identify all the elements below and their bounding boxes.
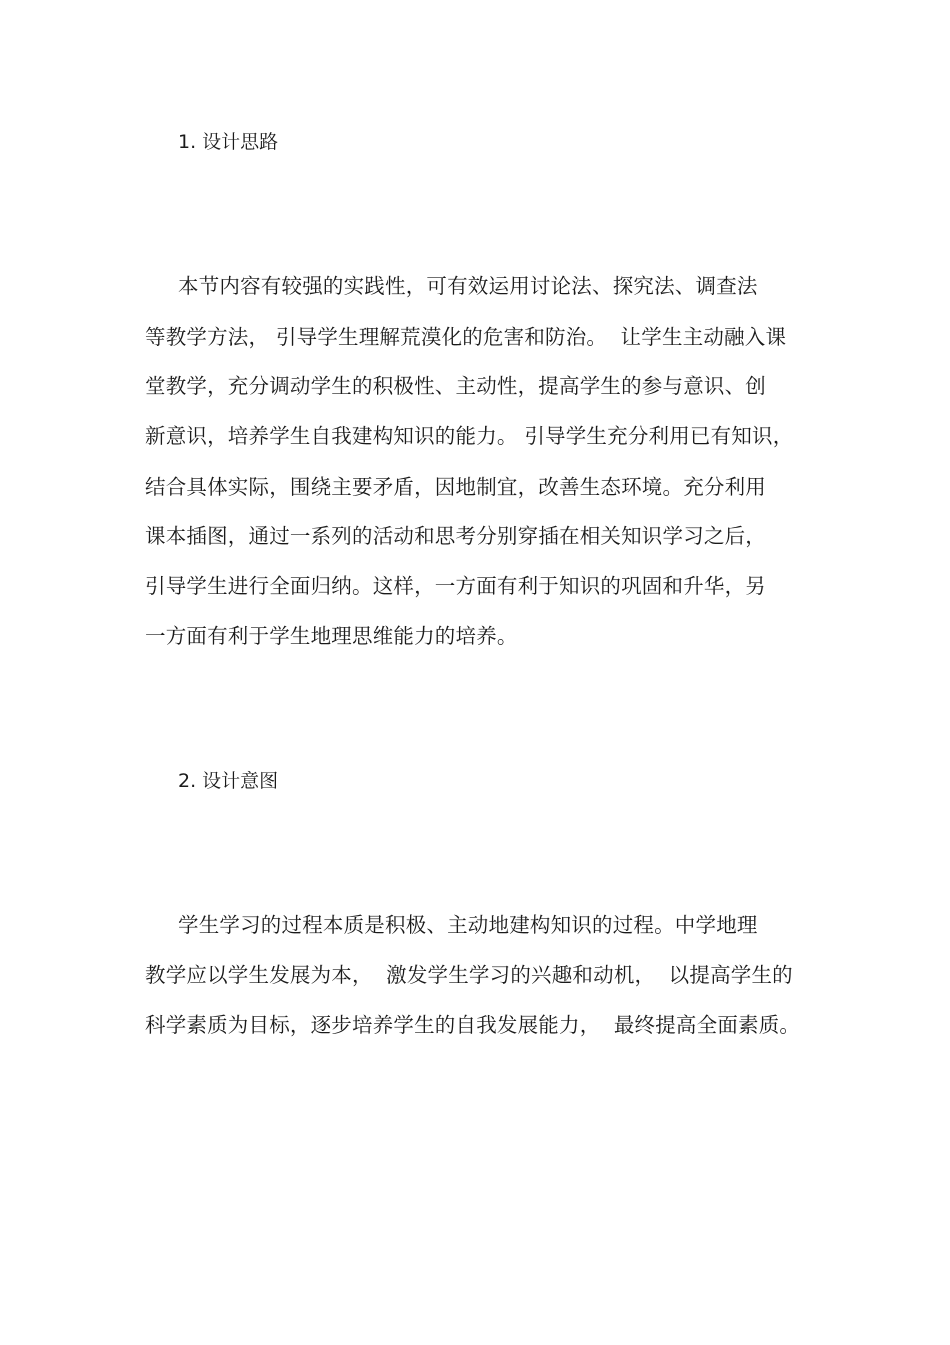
paragraph-line: 本节内容有较强的实践性，可有效运用讨论法、探究法、调查法 [178, 274, 758, 298]
paragraph-line: 教学应以学生发展为本， 激发学生学习的兴趣和动机， 以提高学生的 [145, 963, 793, 987]
paragraph-line: 结合具体实际，围绕主要矛盾，因地制宜，改善生态环境。充分利用 [145, 475, 766, 499]
paragraph-line: 科学素质为目标，逐步培养学生的自我发展能力， 最终提高全面素质。 [145, 1013, 801, 1037]
section-1-heading: 1. 设计思路 [178, 131, 279, 153]
paragraph-line: 学生学习的过程本质是积极、主动地建构知识的过程。中学地理 [178, 913, 758, 937]
paragraph-line: 堂教学，充分调动学生的积极性、主动性，提高学生的参与意识、创 [145, 374, 766, 398]
paragraph-line: 等教学方法， 引导学生理解荒漠化的危害和防治。 让学生主动融入课 [145, 325, 787, 349]
paragraph-line: 新意识，培养学生自我建构知识的能力。 引导学生充分利用已有知识， [145, 424, 794, 448]
paragraph-line: 一方面有利于学生地理思维能力的培养。 [145, 624, 518, 648]
paragraph-line: 引导学生进行全面归纳。这样，一方面有利于知识的巩固和升华，另 [145, 574, 766, 598]
paragraph-line: 课本插图，通过一系列的活动和思考分别穿插在相关知识学习之后， [145, 524, 766, 548]
section-2-heading: 2. 设计意图 [178, 770, 279, 792]
